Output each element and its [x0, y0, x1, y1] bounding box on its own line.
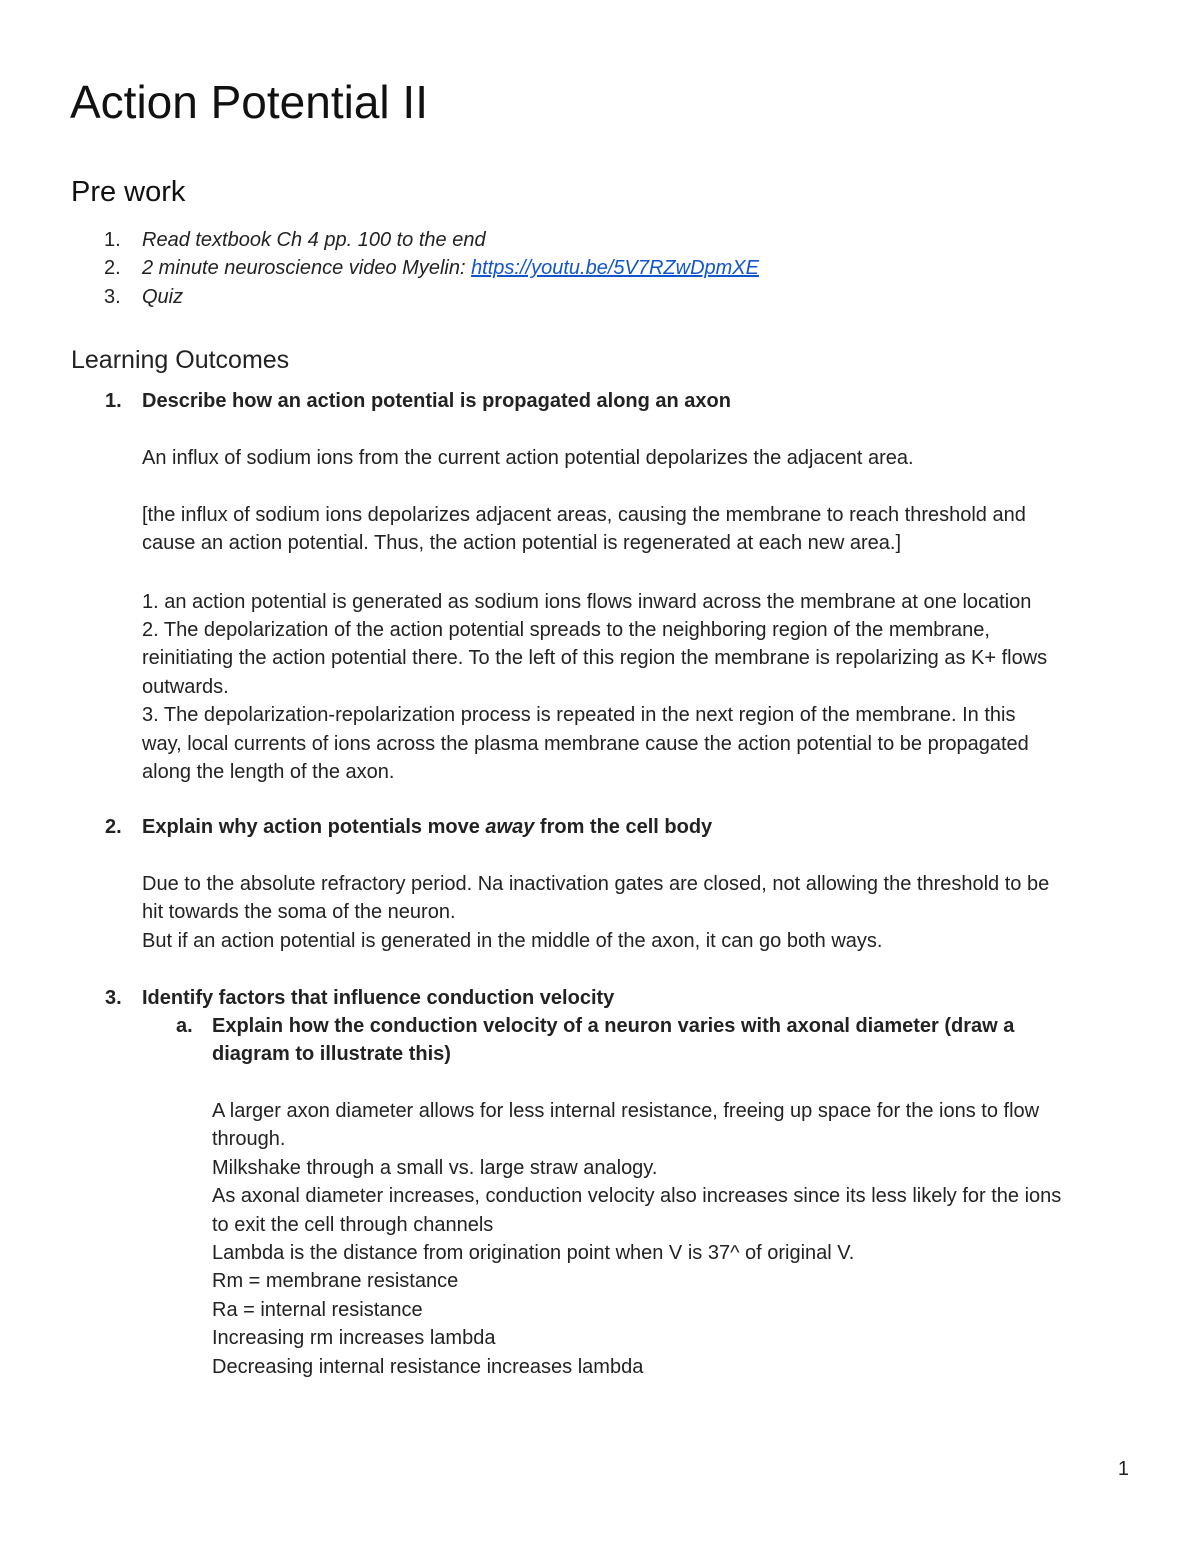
outcome-heading [105, 387, 1165, 415]
prework-list [104, 226, 1104, 311]
list-text [142, 254, 759, 282]
paragraph: Lambda is the distance from origination point when V is 37^ of original V. [212, 1242, 855, 1265]
paragraph: But if an action potential is generated in the middle of the axon, it can go both ways. [142, 929, 883, 952]
list-item [104, 283, 1104, 311]
paragraph: Milkshake through a small vs. large straw analogy. [212, 1156, 658, 1179]
step-line: way, local currents of ions across the plasma membrane cause the action potential to be propagated [142, 732, 1029, 755]
outcome-2 [105, 813, 1165, 841]
paragraph: cause an action potential. Thus, the action potential is regenerated at each new area.] [142, 532, 902, 555]
paragraph: Due to the absolute refractory period. Na inactivation gates are closed, not allowing the threshold to be [142, 873, 1050, 895]
outcome-heading [105, 813, 1165, 841]
outcome-title-part: Explain why action potentials move [142, 816, 486, 838]
outcome-title: Identify factors that influence conduction velocity [142, 987, 615, 1009]
outcome-number: 2. [105, 816, 122, 838]
outcome-title-part: from the cell body [534, 816, 713, 838]
outcome-number: 3. [105, 987, 122, 1009]
outcome-3 [105, 984, 1165, 1012]
outcome-2-body [142, 870, 1162, 955]
paragraph: through. [212, 1128, 286, 1151]
sub-outcome-title-line: diagram to illustrate this) [212, 1043, 451, 1066]
step-line: outwards. [142, 675, 229, 698]
video-link[interactable]: https://youtu.be/5V7RZwDpmXE [471, 257, 759, 280]
list-text: Read textbook Ch 4 pp. 100 to the end [142, 229, 486, 251]
paragraph: Increasing rm increases lambda [212, 1327, 496, 1350]
paragraph: Decreasing internal resistance increases lambda [212, 1355, 644, 1378]
step-line: along the length of the axon. [142, 761, 395, 784]
list-number: 3. [104, 285, 121, 308]
outcome-title [142, 813, 712, 841]
outcome-1-body [142, 444, 1162, 786]
outcome-title: Describe how an action potential is propagated along an axon [142, 390, 731, 412]
paragraph: An influx of sodium ions from the current action potential depolarizes the adjacent area. [142, 447, 914, 469]
sub-outcome-number: a. [176, 1015, 193, 1037]
step-line: reinitiating the action potential there. To the left of this region the membrane is repolarizing as K+ flows [142, 647, 1048, 670]
paragraph: to exit the cell through channels [212, 1213, 494, 1236]
sub-outcome-title-line: Explain how the conduction velocity of a neuron varies with axonal diameter (draw a [212, 1015, 1015, 1037]
step-line: 2. The depolarization of the action potential spreads to the neighboring region of the membrane, [142, 619, 990, 642]
paragraph: As axonal diameter increases, conduction velocity also increases since its less likely for the ions [212, 1185, 1062, 1208]
list-item [104, 254, 1104, 282]
paragraph: Ra = internal resistance [212, 1298, 423, 1321]
outcome-1 [105, 387, 1165, 415]
paragraph: [the influx of sodium ions depolarizes adjacent areas, causing the membrane to reach threshold and [142, 503, 1026, 526]
outcome-title-emphasis: away [485, 816, 535, 838]
list-text: Quiz [142, 285, 184, 308]
page-number: 1 [1117, 1458, 1129, 1480]
list-number: 1. [104, 229, 121, 251]
step-line: 1. an action potential is generated as sodium ions flows inward across the membrane at one location [142, 590, 1032, 613]
paragraph: hit towards the soma of the neuron. [142, 901, 456, 924]
list-number: 2. [104, 257, 121, 280]
paragraph: A larger axon diameter allows for less internal resistance, freeing up space for the ions to flow [212, 1100, 1040, 1122]
learning-outcomes-heading: Learning Outcomes [71, 346, 290, 374]
list-item [104, 226, 1104, 254]
page-title: Action Potential II [70, 76, 428, 128]
sub-outcome-heading [176, 1012, 1136, 1069]
outcome-number: 1. [105, 390, 122, 412]
paragraph: Rm = membrane resistance [212, 1270, 459, 1293]
outcome-heading [105, 984, 1165, 1012]
list-text-prefix: 2 minute neuroscience video Myelin: [142, 257, 472, 280]
outcome-3a-body [212, 1097, 1152, 1381]
sub-outcome-title [212, 1012, 1014, 1069]
outcome-3a [176, 1012, 1136, 1069]
step-line: 3. The depolarization-repolarization process is repeated in the next region of the membrane. In this [142, 704, 1016, 727]
prework-heading: Pre work [71, 176, 186, 208]
